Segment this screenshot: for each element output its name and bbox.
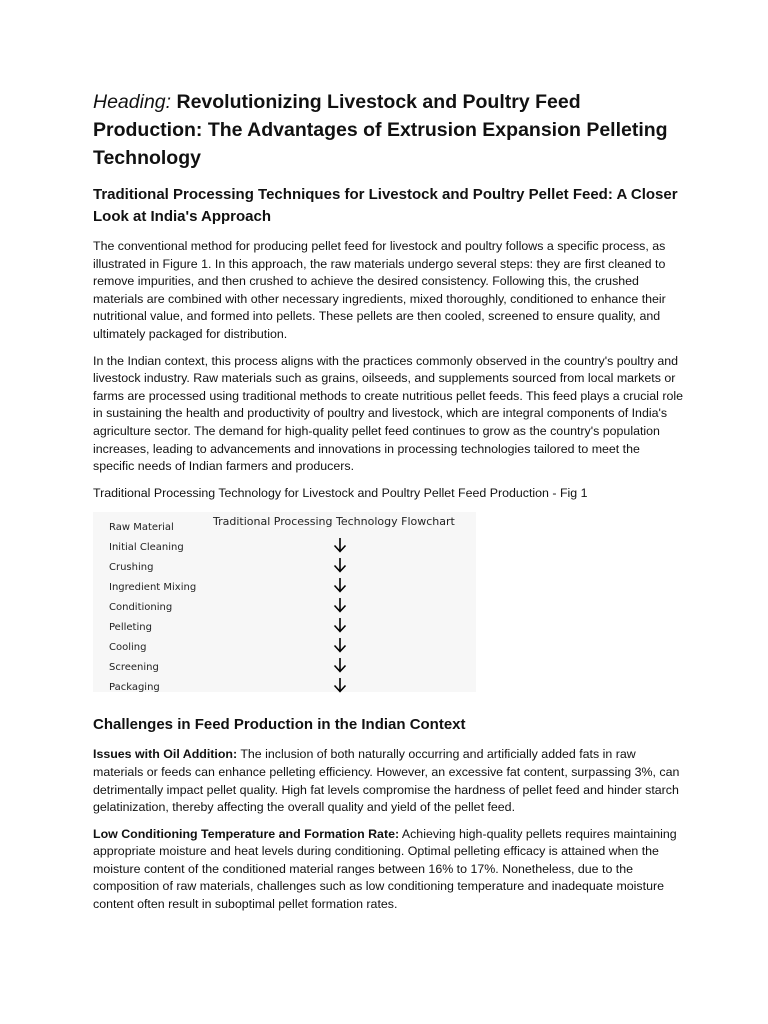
section-title-challenges: Challenges in Feed Production in the Indian Context bbox=[93, 716, 466, 734]
flowchart-step: Ingredient Mixing bbox=[109, 582, 197, 594]
paragraph-oil-addition bbox=[93, 746, 683, 816]
paragraph-conditioning bbox=[93, 826, 683, 914]
down-arrow-icon bbox=[333, 657, 347, 673]
down-arrow-icon bbox=[333, 557, 347, 573]
oil-addition-text: The inclusion of both naturally occurring and artificially added fats in raw materials or feeds can enhance pelleting efficiency. However, an excessive fat content, surpassing 3%, can detrimentally impact pellet quality. High fat levels compromise the hardness of pellet feed and hinder starch gelatinization, thereby affecting the overall quality and yield of the pellet feed. bbox=[93, 747, 680, 815]
flowchart-step: Packaging bbox=[109, 682, 160, 694]
flowchart-title: Traditional Processing Technology Flowchart bbox=[213, 515, 455, 529]
down-arrow-icon bbox=[333, 577, 347, 593]
figure-caption: Traditional Processing Technology for Livestock and Poultry Pellet Feed Production - Fig 1 bbox=[93, 485, 588, 500]
down-arrow-icon bbox=[333, 637, 347, 653]
flowchart-step: Crushing bbox=[109, 562, 154, 574]
conditioning-label: Low Conditioning Temperature and Formation Rate: bbox=[93, 826, 400, 841]
paragraph-indian-context: In the Indian context, this process aligns with the practices commonly observed in the country's poultry and livestock industry. Raw materials such as grains, oilseeds, and supplements sourced from local markets or farms are processed using traditional methods to create nutritious pellet feeds. This feed plays a crucial role in sustaining the health and productivity of poultry and livestock, which are integral components of India's agriculture sector. The demand for high-quality pellet feed continues to grow as the country's population increases, leading to advancements and innovations in processing technologies tailored to meet the specific needs of Indian farmers and producers. bbox=[93, 353, 684, 474]
flowchart-step: Screening bbox=[109, 662, 159, 674]
document-page bbox=[93, 88, 683, 923]
down-arrow-icon bbox=[333, 537, 347, 553]
conditioning-text: Achieving high-quality pellets requires maintaining appropriate moisture and heat levels during conditioning. Optimal pelleting efficacy is attained when the moisture content of the conditioned material ranges between 16% to 17%. Nonetheless, due to the composition of raw materials, challenges such as low conditioning temperature and inadequate moisture content often result in suboptimal pellet formation rates. bbox=[93, 826, 677, 912]
section-title-traditional: Traditional Processing Techniques for Livestock and Poultry Pellet Feed: A Closer Look at India's Approach bbox=[93, 186, 678, 225]
oil-addition-label: Issues with Oil Addition: bbox=[93, 747, 238, 762]
flowchart-step: Cooling bbox=[109, 642, 147, 654]
flowchart-step: Pelleting bbox=[109, 622, 152, 634]
flowchart-step: Conditioning bbox=[109, 602, 173, 614]
challenges-section bbox=[93, 714, 683, 913]
flowchart-step: Raw Material bbox=[109, 522, 174, 534]
down-arrow-icon bbox=[333, 617, 347, 633]
page-title bbox=[93, 88, 683, 172]
down-arrow-icon bbox=[333, 677, 347, 693]
flowchart-figure bbox=[93, 512, 476, 692]
flowchart-step: Initial Cleaning bbox=[109, 542, 184, 554]
heading-lead: Heading: bbox=[93, 91, 172, 113]
paragraph-conventional-method: The conventional method for producing pellet feed for livestock and poultry follows a specific process, as illustrated in Figure 1. In this approach, the raw materials undergo several steps: they are first cleaned to remove impurities, and then crushed to achieve the desired consistency. Following this, the crushed materials are combined with other necessary ingredients, mixed thoroughly, conditioned to enhance their nutritional value, and formed into pellets. These pellets are then cooled, screened to ensure quality, and ultimately packaged for distribution. bbox=[93, 239, 666, 341]
heading-title: Revolutionizing Livestock and Poultry Feed Production: The Advantages of Extrusion Expansion Pelleting Technology bbox=[93, 91, 668, 169]
down-arrow-icon bbox=[333, 597, 347, 613]
